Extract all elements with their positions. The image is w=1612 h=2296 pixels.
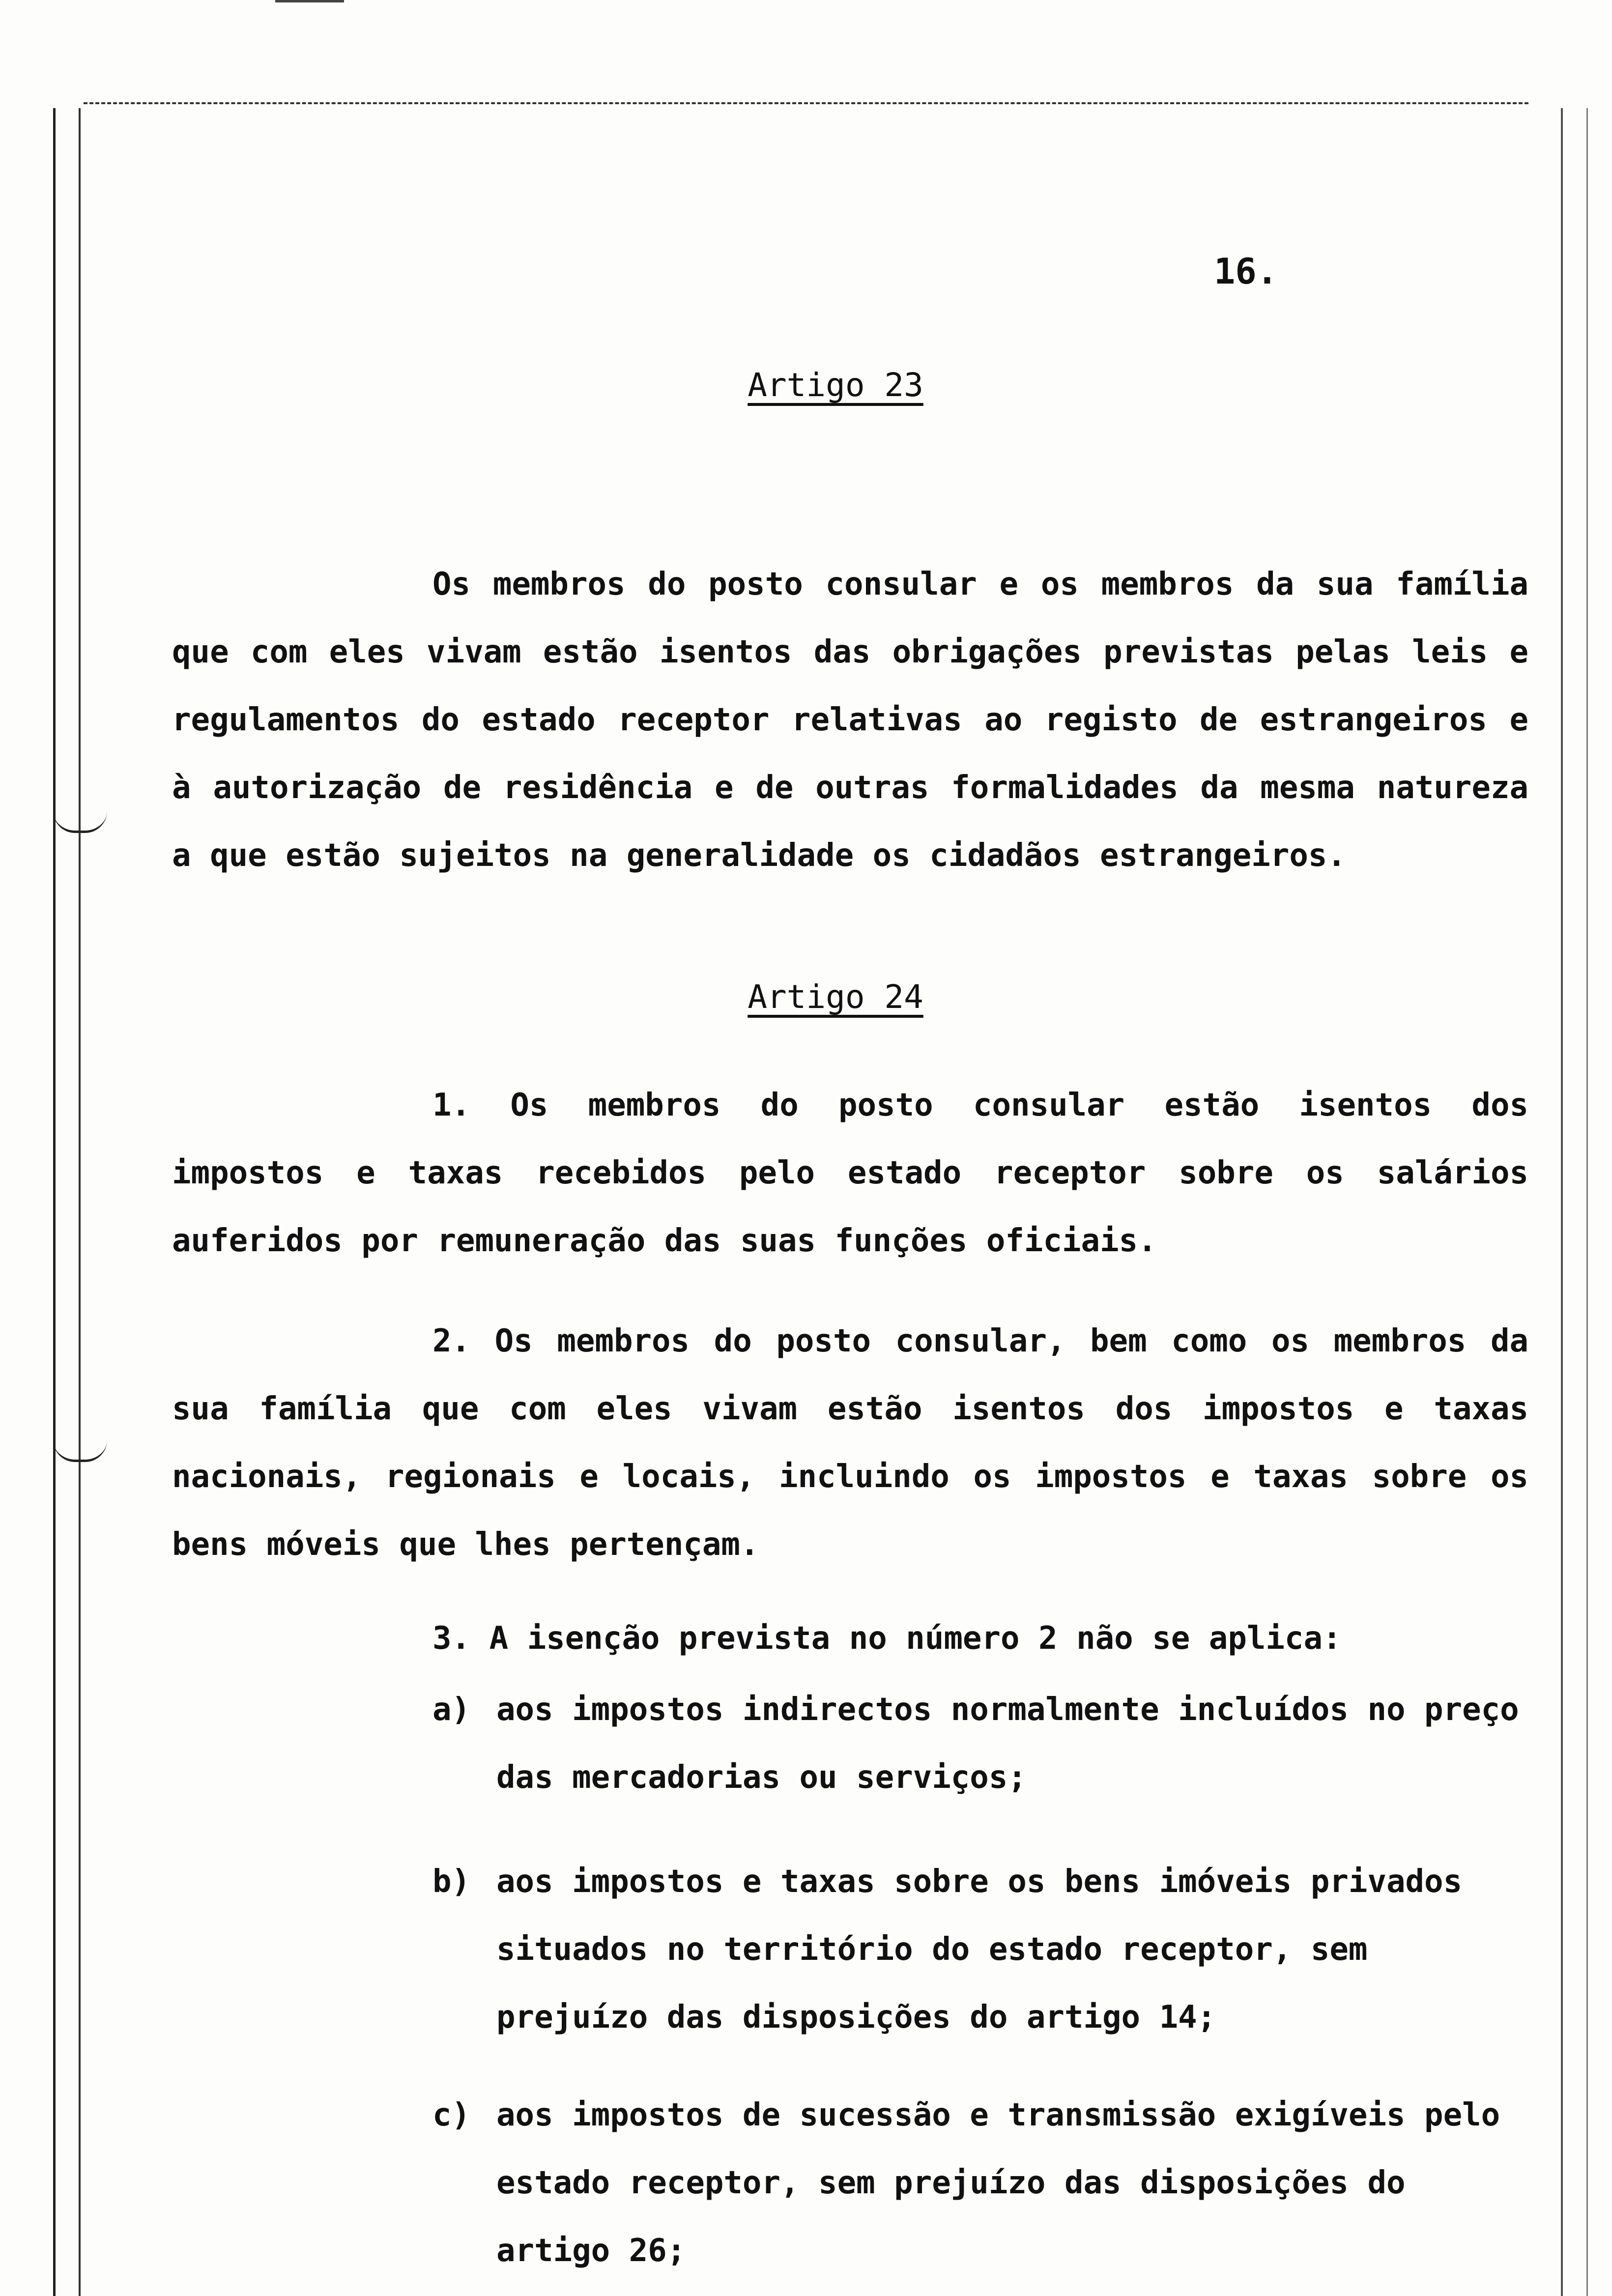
top-border-rule bbox=[84, 102, 1528, 104]
right-margin-rule-outer bbox=[1586, 108, 1588, 2296]
list-item bbox=[432, 1676, 1528, 1811]
list-item-marker: b) bbox=[432, 1864, 471, 1900]
list-item-text: aos impostos de sucessão e transmissão exigíveis pelo estado receptor, sem prejuízo das disposições do artigo 26; bbox=[496, 2097, 1500, 2269]
article-24-paragraph-1: 1. Os membros do posto consular estão isentos dos impostos e taxas recebidos pelo estado receptor sobre os salários auferidos por remuneração das suas funções oficiais. bbox=[172, 1087, 1528, 1259]
article-24-paragraph-2: 2. Os membros do posto consular, bem como os membros da sua família que com eles vivam estão isentos dos impostos e taxas nacionais, regionais e locais, incluindo os impostos e taxas sobre os bens móveis que lhes pertençam. bbox=[172, 1323, 1528, 1563]
list-item-marker: c) bbox=[432, 2097, 471, 2133]
right-margin-rule bbox=[1561, 108, 1563, 2296]
list-item-text: aos impostos e taxas sobre os bens imóveis privados situados no território do estado receptor, sem prejuízo das disposições do artigo 14; bbox=[496, 1864, 1463, 2036]
list-item bbox=[432, 1848, 1528, 2051]
article-24-paragraph-3-intro: 3. A isenção prevista no número 2 não se aplica: bbox=[432, 1620, 1342, 1657]
article-24-heading: Artigo 24 bbox=[748, 978, 923, 1016]
page-number: 16. bbox=[1214, 251, 1278, 292]
list-item-text: aos impostos indirectos normalmente incluídos no preço das mercadorias ou serviços; bbox=[496, 1692, 1519, 1796]
left-margin-rule-inner bbox=[79, 108, 81, 2296]
list-item bbox=[432, 2081, 1528, 2285]
top-edge-mark bbox=[275, 0, 344, 2]
left-margin-rule bbox=[53, 108, 56, 2296]
article-23-paragraph: Os membros do posto consular e os membros da sua família que com eles vivam estão isentos das obrigações previstas pelas leis e regulamentos do estado receptor relativas ao registo de estrangeiros e à autorização de residência e de outras formalidades da mesma natureza a que estão sujeitos na generalidade os cidadãos estrangeiros. bbox=[172, 566, 1528, 874]
list-item-marker: a) bbox=[432, 1692, 471, 1728]
article-23-heading: Artigo 23 bbox=[748, 366, 923, 404]
binding-hook-mark bbox=[53, 811, 107, 833]
binding-hook-mark bbox=[53, 1440, 107, 1462]
